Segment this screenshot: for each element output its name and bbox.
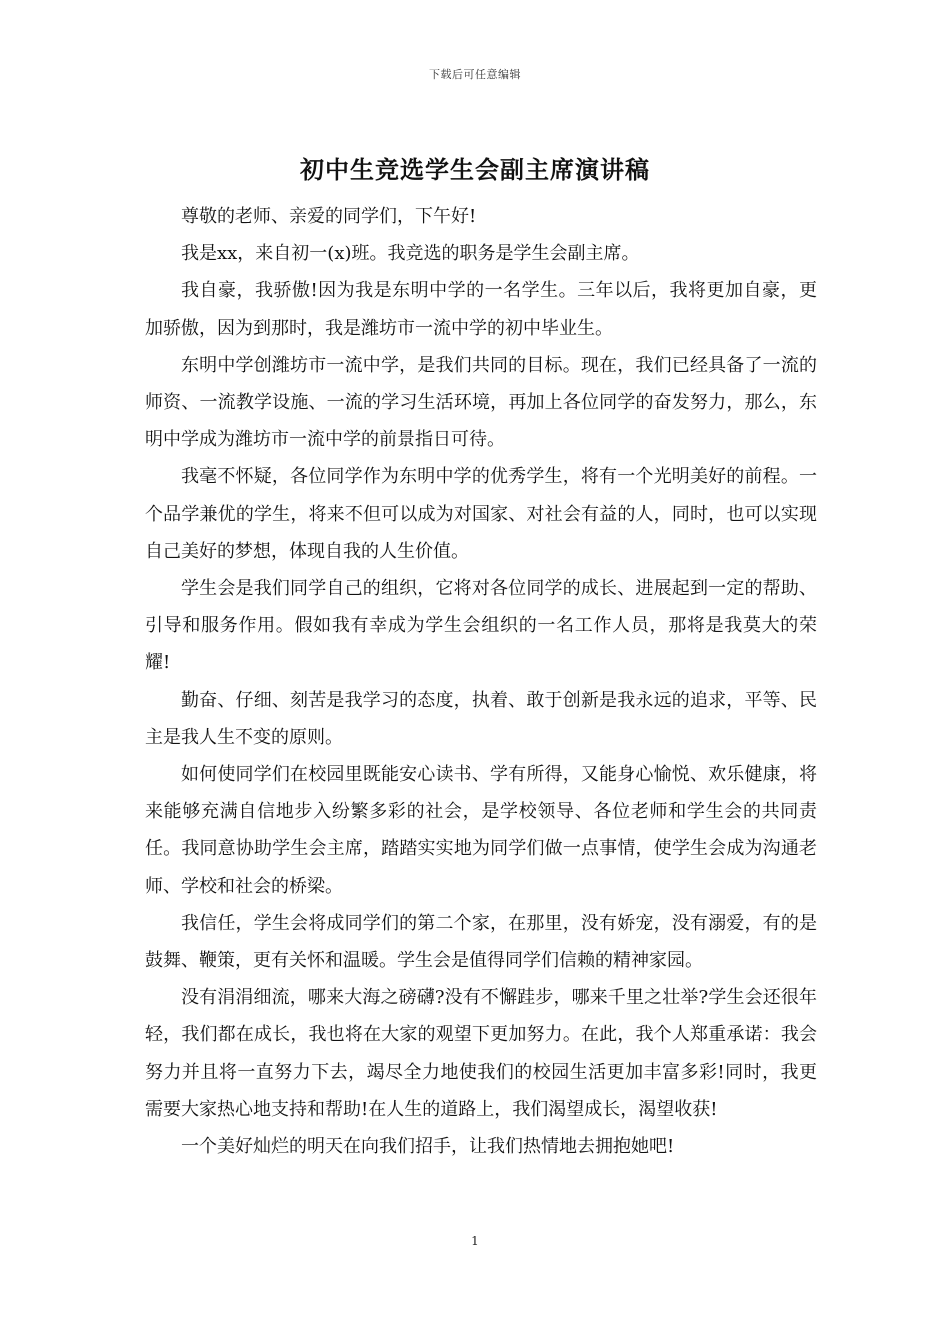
paragraph-greeting: 尊敬的老师、亲爱的同学们，下午好!	[181, 206, 477, 227]
paragraph-school-goal: 东明中学创潍坊市一流中学，是我们共同的目标。现在，我们已经具备了一流的师资、一流教学设施、一流的学习生活环境，再加上各位同学的奋发努力，那么，东明中学成为潍坊市一流中学的前景指日可待。	[145, 354, 817, 451]
document-body	[145, 198, 817, 1165]
paragraph-promise: 没有涓涓细流，哪来大海之磅礴?没有不懈跬步，哪来千里之壮举?学生会还很年轻，我们都在成长，我也将在大家的观望下更加努力。在此，我个人郑重承诺：我会努力并且将一直努力下去，竭尽全力地使我们的校园生活更加丰富多彩!同时，我更需要大家热心地支持和帮助!在人生的道路上，我们渴望成长，渴望收获!	[145, 987, 817, 1120]
page-header: 下载后可任意编辑	[429, 68, 521, 81]
paragraph-attitude: 勤奋、仔细、刻苦是我学习的态度，执着、敢于创新是我永远的追求，平等、民主是我人生不变的原则。	[145, 689, 817, 748]
paragraph-student-union: 学生会是我们同学自己的组织，它将对各位同学的成长、进展起到一定的帮助、引导和服务作用。假如我有幸成为学生会组织的一名工作人员，那将是我莫大的荣耀!	[145, 578, 817, 674]
paragraph-pride: 我自豪，我骄傲!因为我是东明中学的一名学生。三年以后，我将更加自豪，更加骄傲，因为到那时，我是潍坊市一流中学的初中毕业生。	[145, 280, 817, 339]
paragraph-introduction: 我是xx，来自初一(x)班。我竞选的职务是学生会副主席。	[181, 243, 640, 265]
page-number: 1	[471, 1234, 479, 1248]
document-title: 初中生竞选学生会副主席演讲稿	[300, 155, 650, 184]
paragraph-second-home: 我信任，学生会将成同学们的第二个家，在那里，没有娇宠，没有溺爱，有的是鼓舞、鞭策，更有关怀和温暖。学生会是值得同学们信赖的精神家园。	[145, 912, 817, 972]
paragraph-closing: 一个美好灿烂的明天在向我们招手，让我们热情地去拥抱她吧!	[181, 1136, 675, 1158]
paragraph-responsibility: 如何使同学们在校园里既能安心读书、学有所得，又能身心愉悦、欢乐健康，将来能够充满自信地步入纷繁多彩的社会，是学校领导、各位老师和学生会的共同责任。我同意协助学生会主席，踏踏实实地为同学们做一点事情，使学生会成为沟通老师、学校和社会的桥梁。	[145, 764, 817, 897]
paragraph-future: 我毫不怀疑，各位同学作为东明中学的优秀学生，将有一个光明美好的前程。一个品学兼优的学生，将来不但可以成为对国家、对社会有益的人，同时，也可以实现自己美好的梦想，体现自我的人生价值。	[145, 466, 817, 562]
